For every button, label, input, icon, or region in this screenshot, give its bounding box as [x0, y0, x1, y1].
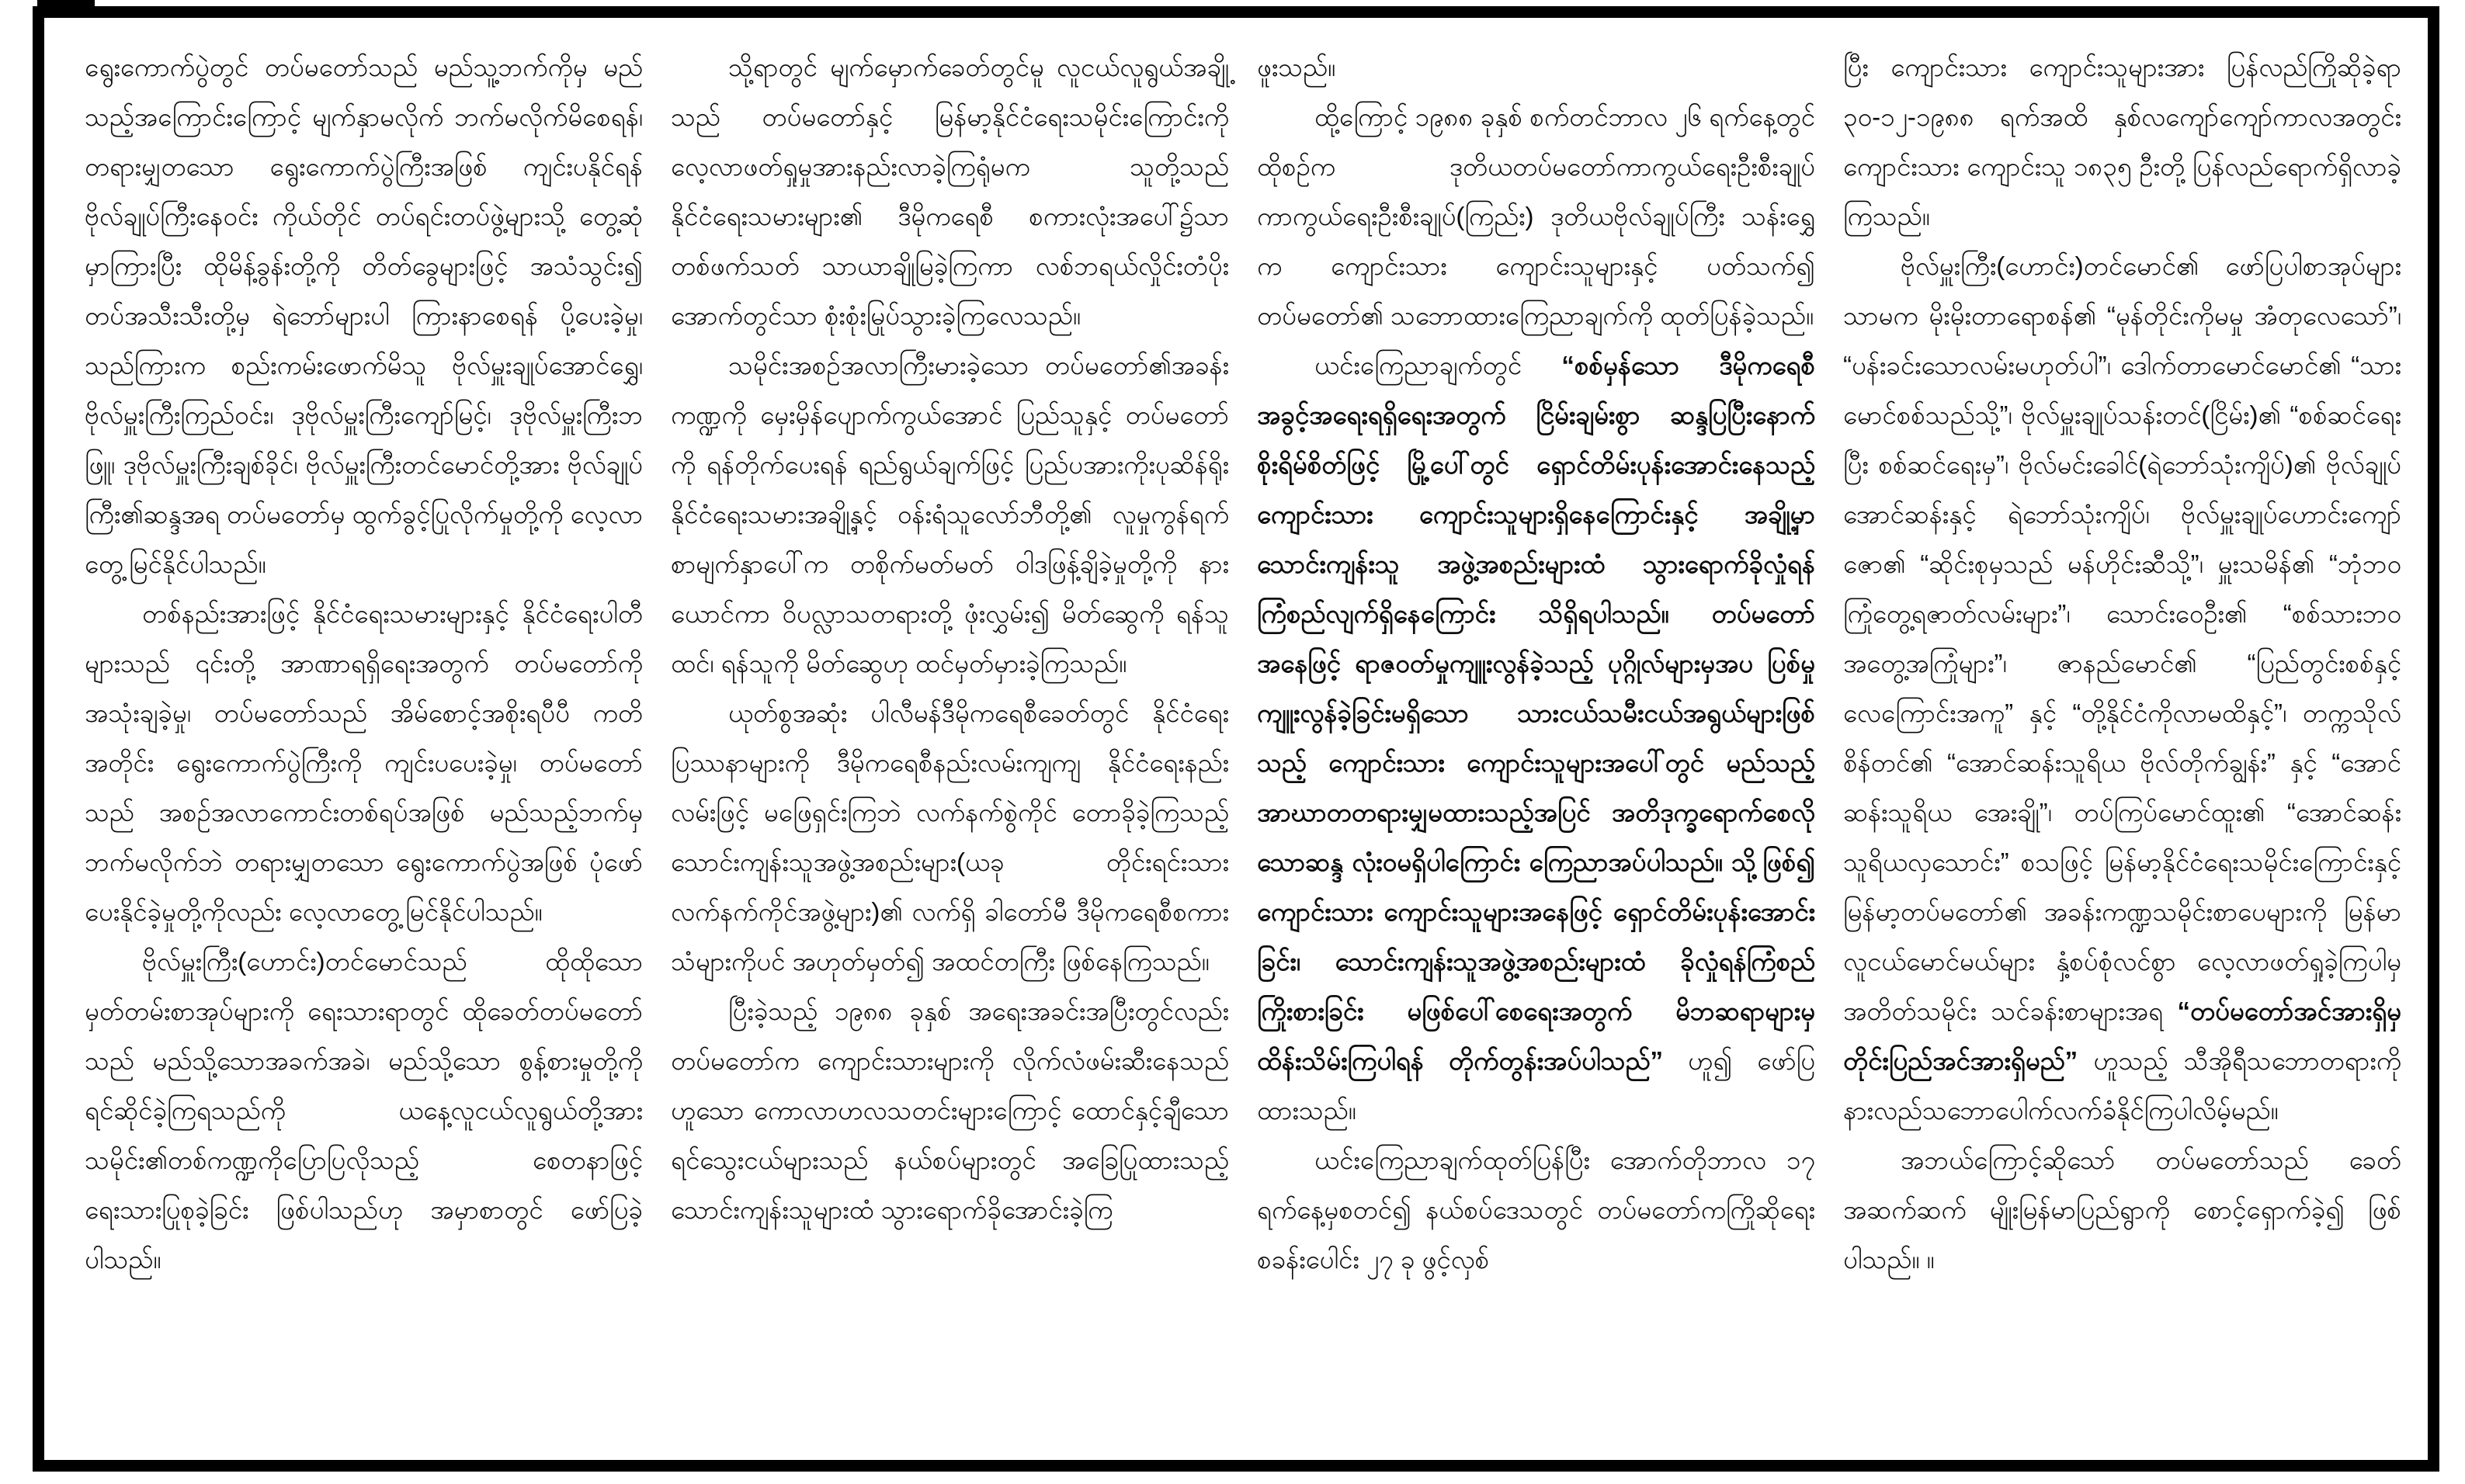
paragraph [85, 937, 643, 1285]
body-text: ယုတ်စွအဆုံး ပါလီမန်ဒီမိုကရေစီခေတ်တွင် နိုင်ငံရေးပြဿနာများကို ဒီမိုကရေစီနည်းလမ်းကျကျ နိုင်ငံရေးနည်းလမ်းဖြင့် မဖြေရှင်းကြဘဲ လက်နက်စွဲကိုင် တောခိုခဲ့ကြသည့် သောင်းကျန်းသူအဖွဲ့အစည်းများ(ယခု တိုင်းရင်းသားလက်နက်ကိုင်အဖွဲ့များ)၏ လက်ရှိ ခါတော်မီ ဒီမိုကရေစီစကားသံများကိုပင် အဟုတ်မှတ်၍ အထင်တကြီး ဖြစ်နေကြသည်။ [671, 699, 1229, 976]
body-text: ဟူသည့် သီအိုရီသဘောတရားကို နားလည်သဘောပေါက်လက်ခံနိုင်ကြပါလိမ့်မည်။ [1843, 1046, 2401, 1125]
body-text: သို့ရာတွင် မျက်မှောက်ခေတ်တွင်မူ လူငယ်လူရွယ်အချို့သည် တပ်မတော်နှင့် မြန်မာ့နိုင်ငံရေးသမိုင်းကြောင်းကို လေ့လာဖတ်ရှုမှုအားနည်းလာခဲ့ကြရုံမက သူတို့သည် နိုင်ငံရေးသမားများ၏ ဒီမိုကရေစီ စကားလုံးအပေါ်၌သာ တစ်ဖက်သတ် သာယာချိုမြခဲ့ကြကာ လစ်ဘရယ်လှိုင်းတံပိုးအောက်တွင်သာ စုံးစုံးမြုပ်သွားခဲ့ကြလေသည်။ [671, 53, 1229, 330]
body-text: ဖူးသည်။ [1257, 53, 1336, 81]
text-columns [85, 43, 2401, 1437]
body-text: ပြီးခဲ့သည့် ၁၉၈၈ ခုနှစ် အရေးအခင်းအပြီးတွင်လည်း တပ်မတော်က ကျောင်းသားများကို လိုက်လံဖမ်းဆီးနေသည်ဟူသော ကောလာဟလသတင်းများကြောင့် ထောင်နှင့်ချီသော ရင်သွေးငယ်များသည် နယ်စပ်များတွင် အခြေပြုထားသည့် သောင်းကျန်းသူများထံ သွားရောက်ခိုအောင်းခဲ့ကြ [671, 997, 1229, 1224]
body-text: ဗိုလ်မှူးကြီး(ဟောင်း)တင်မောင်သည် ထိုထိုသော မှတ်တမ်းစာအုပ်များကို ရေးသားရာတွင် ထိုခေတ်တပ်မတော်သည် မည်သို့သောအခက်အခဲ၊ မည်သို့သော စွန့်စားမှုတို့ကို ရင်ဆိုင်ခဲ့ကြရသည်ကို ယနေ့လူငယ်လူရွယ်တို့အား သမိုင်း၏တစ်ကဏ္ဍကိုပြောပြလိုသည့် စေတနာဖြင့်ရေးသားပြုစုခဲ့ခြင်း ဖြစ်ပါသည်ဟု အမှာစာတွင် ဖော်ပြခဲ့ပါသည်။ [85, 947, 643, 1274]
body-text: ရွေးကောက်ပွဲတွင် တပ်မတော်သည် မည်သူ့ဘက်ကိုမှ မည်သည့်အကြောင်းကြောင့် မျက်နှာမလိုက် ဘက်မလိုက်မိစေရန်၊ တရားမျှတသော ရွေးကောက်ပွဲကြီးအဖြစ် ကျင်းပနိုင်ရန် ဗိုလ်ချုပ်ကြီးနေဝင်း ကိုယ်တိုင် တပ်ရင်းတပ်ဖွဲ့များသို့ တွေ့ဆုံမှာကြားပြီး ထိုမိန့်ခွန်းတို့ကို တိတ်ခွေများဖြင့် အသံသွင်း၍ တပ်အသီးသီးတို့မှ ရဲဘော်များပါ ကြားနာစေရန် ပို့ပေးခဲ့မှု၊ သည်ကြားက စည်းကမ်းဖောက်မိသူ ဗိုလ်မှူးချုပ်အောင်ရွှေ၊ ဗိုလ်မှူးကြီးကြည်ဝင်း၊ ဒုဗိုလ်မှူးကြီးကျော်မြင့်၊ ဒုဗိုလ်မှူးကြီးဘဖြူ၊ ဒုဗိုလ်မှူးကြီးချစ်ခိုင်၊ ဗိုလ်မှူးကြီးတင်မောင်တို့အား ဗိုလ်ချုပ်ကြီး၏ဆန္ဒအရ တပ်မတော်မှ ထွက်ခွင့်ပြုလိုက်မှုတို့ကို လေ့လာတွေ့မြင်နိုင်ပါသည်။ [85, 53, 643, 578]
paragraph [671, 341, 1229, 688]
paragraph [671, 986, 1229, 1235]
body-text: ထို့ကြောင့် ၁၉၈၈ ခုနှစ် စက်တင်ဘာလ ၂၆ ရက်နေ့တွင် ထိုစဉ်က ဒုတိယတပ်မတော်ကာကွယ်ရေးဦးစီးချုပ် ကာကွယ်ရေးဦးစီးချုပ်(ကြည်း) ဒုတိယဗိုလ်ချုပ်ကြီး သန်းရွှေက ကျောင်းသား ကျောင်းသူများနှင့် ပတ်သက်၍ တပ်မတော်၏ သဘောထားကြေညာချက်ကို ထုတ်ပြန်ခဲ့သည်။ [1257, 102, 1815, 330]
body-text: သမိုင်းအစဉ်အလာကြီးမားခဲ့သော တပ်မတော်၏အခန်းကဏ္ဍကို မှေးမှိန်ပျောက်ကွယ်အောင် ပြည်သူနှင့် တပ်မတော်ကို ရန်တိုက်ပေးရန် ရည်ရွယ်ချက်ဖြင့် ပြည်ပအားကိုးပုဆိန်ရိုး နိုင်ငံရေးသမားအချို့နှင့် ဝန်းရံသူလော်ဘီတို့၏ လူမှုကွန်ရက်စာမျက်နှာပေါ်က တစိုက်မတ်မတ် ဝါဒဖြန့်ချိခဲ့မှုတို့ကို နားယောင်ကာ ဝိပလ္လာသတရားတို့ ဖုံးလွှမ်း၍ မိတ်ဆွေကို ရန်သူထင်၊ ရန်သူကို မိတ်ဆွေဟု ထင်မှတ်မှားခဲ့ကြသည်။ [671, 351, 1229, 678]
text-column-3 [1257, 43, 1815, 1437]
bold-quote-text: “တပ်မတော်အင်အားရှိမှ တိုင်းပြည်အင်အားရှိမည်” [1843, 997, 2401, 1075]
paragraph [1843, 241, 2401, 1136]
body-text: တစ်နည်းအားဖြင့် နိုင်ငံရေးသမားများနှင့် နိုင်ငံရေးပါတီများသည် ၎င်းတို့ အာဏာရရှိရေးအတွက် တပ်မတော်ကိုအသုံးချခဲ့မှု၊ တပ်မတော်သည် အိမ်စောင့်အစိုးရပီပီ ကတိအတိုင်း ရွေးကောက်ပွဲကြီးကို ကျင်းပပေးခဲ့မှု၊ တပ်မတော်သည် အစဉ်အလာကောင်းတစ်ရပ်အဖြစ် မည်သည့်ဘက်မှ ဘက်မလိုက်ဘဲ တရားမျှတသော ရွေးကောက်ပွဲအဖြစ် ပုံဖော်ပေးနိုင်ခဲ့မှုတို့ကိုလည်း လေ့လာတွေ့မြင်နိုင်ပါသည်။ [85, 599, 643, 926]
paragraph [1257, 1136, 1815, 1285]
paragraph [85, 589, 643, 937]
paragraph [671, 688, 1229, 986]
paragraph [1257, 92, 1815, 341]
paragraph [1257, 341, 1815, 1136]
text-column-1 [85, 43, 643, 1437]
body-text: ဗိုလ်မှူးကြီး(ဟောင်း)တင်မောင်၏ ဖော်ပြပါစာအုပ်များသာမက မိုးမိုးတာရောစန်၏ “မုန်တိုင်းကိုမမှု အံတုလေသော်”၊ “ပန်းခင်းသောလမ်းမဟုတ်ပါ”၊ ဒေါက်တာမောင်မောင်၏ “သားမောင်စစ်သည်သို့”၊ ဗိုလ်မှူးချုပ်သန်းတင်(ငြိမ်း)၏ “စစ်ဆင်ရေးပြီး စစ်ဆင်ရေးမှ”၊ ဗိုလ်မင်းခေါင်(ရဲဘော်သုံးကျိပ်)၏ ဗိုလ်ချုပ်အောင်ဆန်းနှင့် ရဲဘော်သုံးကျိပ်၊ ဗိုလ်မှူးချုပ်ဟောင်းကျော်ဇော၏ “ဆိုင်းစုမှသည် မန်ဟိုင်းဆီသို့”၊ မှူးသမိန်၏ “ဘုံဘဝကြုံတွေ့ရဇာတ်လမ်းများ”၊ သောင်းဝေဦး၏ “စစ်သားဘဝ အတွေ့အကြုံများ”၊ ဇာနည်မောင်၏ “ပြည်တွင်းစစ်နှင့် လေကြောင်းအကူ” နှင့် “တို့နိုင်ငံကိုလာမထိနှင့်”၊ တက္ကသိုလ်စိန်တင်၏ “အောင်ဆန်းသူရိယ ဗိုလ်တိုက်ချွန်း” နှင့် “အောင်ဆန်းသူရိယ အေးချို”၊ တပ်ကြပ်မောင်ထူး၏ “အောင်ဆန်းသူရိယလှသောင်း” စသဖြင့် မြန်မာ့နိုင်ငံရေးသမိုင်းကြောင်းနှင့် မြန်မာ့တပ်မတော်၏ အခန်းကဏ္ဍသမိုင်းစာပေများကို မြန်မာလူငယ်မောင်မယ်များ နှံ့စပ်စုံလင်စွာ လေ့လာဖတ်ရှုခဲ့ကြပါမှ အတိတ်သမိုင်း သင်ခန်းစာများအရ [1843, 251, 2401, 1025]
paragraph [671, 43, 1229, 341]
text-column-2 [671, 43, 1229, 1437]
body-text: အဘယ်ကြောင့်ဆိုသော် တပ်မတော်သည် ခေတ်အဆက်ဆက် မျိုးမြန်မာပြည်ရွာကို စောင့်ရှောက်ခဲ့၍ ဖြစ်ပါသည်။ ။ [1843, 1146, 2401, 1274]
body-text: ဟူ၍ ဖော်ပြထားသည်။ [1257, 1046, 1816, 1125]
body-text: ယင်းကြေညာချက်ထုတ်ပြန်ပြီး အောက်တိုဘာလ ၁၇ ရက်နေ့မှစတင်၍ နယ်စပ်ဒေသတွင် တပ်မတော်ကကြိုဆိုရေးစခန်းပေါင်း ၂၇ ခု ဖွင့်လှစ် [1257, 1146, 1815, 1274]
paragraph [1843, 43, 2401, 241]
body-text: ယင်းကြေညာချက်တွင် [1314, 351, 1562, 380]
bold-quote-text: “စစ်မှန်သော ဒီမိုကရေစီအခွင့်အရေးရရှိရေးအတွက် ငြိမ်းချမ်းစွာ ဆန္ဒပြပြီးနောက် စိုးရိမ်စိတ်ဖြင့် မြို့ပေါ်တွင် ရှောင်တိမ်းပုန်းအောင်းနေသည့် ကျောင်းသား ကျောင်းသူများရှိနေကြောင်းနှင့် အချို့မှာ သောင်းကျန်းသူ အဖွဲ့အစည်းများထံ သွားရောက်ခိုလှုံရန် ကြံစည်လျက်ရှိနေကြောင်း သိရှိရပါသည်။ တပ်မတော်အနေဖြင့် ရာဇဝတ်မှုကျူးလွန်ခဲ့သည့် ပုဂ္ဂိုလ်များမှအပ ပြစ်မှုကျူးလွန်ခဲ့ခြင်းမရှိသော သားငယ်သမီးငယ်အရွယ်များဖြစ်သည့် ကျောင်းသား ကျောင်းသူများအပေါ်တွင် မည်သည့် အာဃာတတရားမျှမထားသည့်အပြင် အတိဒုက္ခရောက်စေလိုသောဆန္ဒ လုံးဝမရှိပါကြောင်း ကြေညာအပ်ပါသည်။ သို့ဖြစ်၍ ကျောင်းသား ကျောင်းသူများအနေဖြင့် ရှောင်တိမ်းပုန်းအောင်းခြင်း၊ သောင်းကျန်းသူအဖွဲ့အစည်းများထံ ခိုလှုံရန်ကြံစည်ကြိုးစားခြင်း မဖြစ်ပေါ်စေရေးအတွက် မိဘဆရာများမှ ထိန်းသိမ်းကြပါရန် တိုက်တွန်းအပ်ပါသည်” [1257, 351, 1815, 1075]
paragraph [85, 43, 643, 589]
text-column-4 [1843, 43, 2401, 1437]
paragraph [1257, 43, 1815, 92]
paragraph [1843, 1136, 2401, 1285]
body-text: ပြီး ကျောင်းသား ကျောင်းသူများအား ပြန်လည်ကြိုဆိုခဲ့ရာ ၃၀-၁၂-၁၉၈၈ ရက်အထိ နှစ်လကျော်ကျော်ကာလအတွင်း ကျောင်းသား ကျောင်းသူ ၁၈၃၅ ဦးတို့ ပြန်လည်ရောက်ရှိလာခဲ့ကြသည်။ [1843, 53, 2401, 231]
page-border [33, 6, 2439, 1472]
